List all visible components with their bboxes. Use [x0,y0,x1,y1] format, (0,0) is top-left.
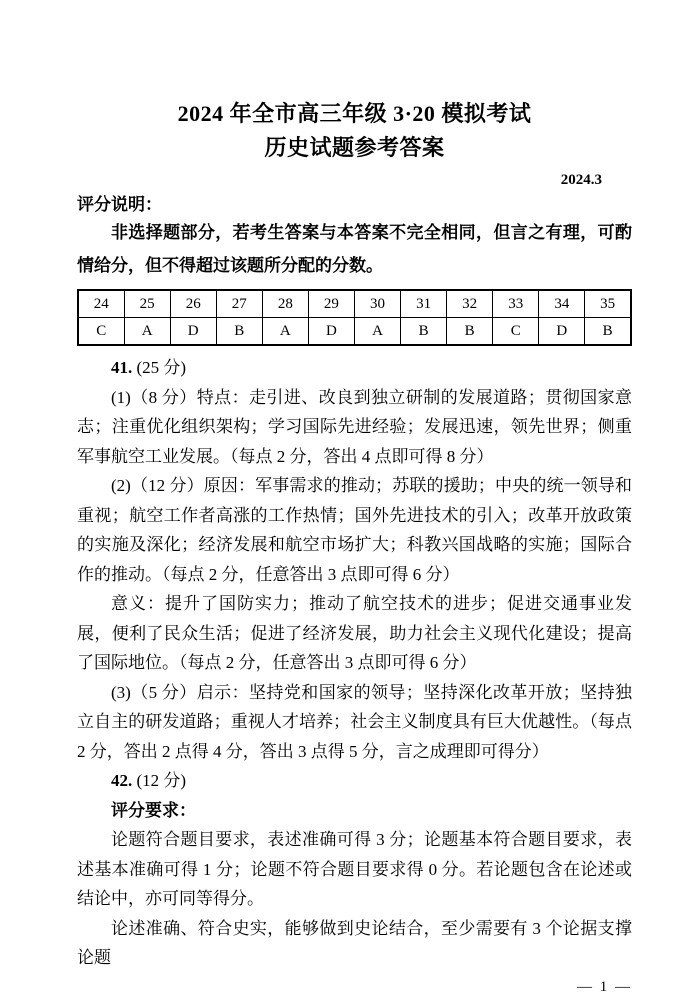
answer-cell: D [539,318,585,346]
question-number-cell: 26 [170,290,216,318]
question-number-cell: 27 [216,290,262,318]
question-number-cell: 29 [308,290,354,318]
question-41-number: 41. [111,358,133,377]
answer-key-table [77,289,632,346]
question-42-heading [77,766,632,796]
answer-row [78,318,631,346]
question-number-cell: 28 [262,290,308,318]
q42-requirements-para1: 论题符合题目要求，表述准确可得 3 分；论题基本符合题目要求，表述基本准确可得 1 分；论题不符合题目要求得 0 分。若论题包含在论述或结论中，亦可同等得分。 [77,830,632,908]
answer-cell: A [124,318,170,346]
q41-part2-significance: 意义：提升了国防实力；推动了航空技术的进步；促进交通事业发展，便利了民众生活；促进了经济发展，助力社会主义现代化建设；提高了国际地位。（每点 2 分，任意答出 3 点即可得 6 分） [77,594,632,672]
page-number: — 1 — [577,978,632,995]
question-42-score: (12 分) [136,771,187,790]
q41-part2-answer: (2)（12 分）原因：军事需求的推动；苏联的援助；中央的统一领导和重视；航空工作者高涨的工作热情；国外先进技术的引入；改革开放政策的实施及深化；经济发展和航空市场扩大；科教兴国战略的实施；国际合作的推动。（每点 2 分，任意答出 3 点即可得 6 分） [77,476,632,584]
answer-cell: A [262,318,308,346]
answer-cell: D [308,318,354,346]
question-number-row [78,290,631,318]
question-number-cell: 24 [78,290,124,318]
question-41-score: (25 分) [136,358,187,377]
question-42-number: 42. [111,771,133,790]
question-number-cell: 33 [493,290,539,318]
q42-requirements-para2: 论述准确、符合史实，能够做到史论结合，至少需要有 3 个论据支撑论题 [77,918,632,967]
question-number-cell: 30 [354,290,400,318]
answer-cell: C [493,318,539,346]
exam-subtitle: 历史试题参考答案 [264,135,445,160]
answer-cell: D [170,318,216,346]
question-number-cell: 32 [447,290,493,318]
question-number-cell: 35 [585,290,631,318]
scoring-note-text: 非选择题部分，若考生答案与本答案不完全相同，但言之有理，可酌情给分，但不得超过该题所分配的分数。 [77,223,632,275]
answer-cell: C [78,318,124,346]
q41-part3-answer: (3)（5 分）启示：坚持党和国家的领导；坚持深化改革开放；坚持独立自主的研发道路；重视人才培养；社会主义制度具有巨大优越性。（每点 2 分，答出 2 点得 4 分，答出 3 点得 5 分，言之成理即可得分） [77,682,632,761]
question-number-cell: 25 [124,290,170,318]
exam-date: 2024.3 [560,172,602,188]
question-41-heading [77,353,632,383]
answer-cell: B [216,318,262,346]
q41-part1-answer: (1)（8 分）特点：走引进、改良到独立研制的发展道路；贯彻国家意志；注重优化组织架构；学习国际先进经验；发展迅速，领先世界；侧重军事航空工业发展。（每点 2 分，答出 4 点即可得 8 分） [77,387,632,466]
answer-cell: A [354,318,400,346]
scoring-note-heading: 评分说明： [77,195,162,214]
q42-requirements-heading: 评分要求： [111,800,196,820]
answer-cell: B [585,318,631,346]
exam-title: 2024 年全市高三年级 3·20 模拟考试 [177,101,532,126]
question-number-cell: 31 [401,290,447,318]
answer-cell: B [401,318,447,346]
answer-cell: B [447,318,493,346]
question-number-cell: 34 [539,290,585,318]
